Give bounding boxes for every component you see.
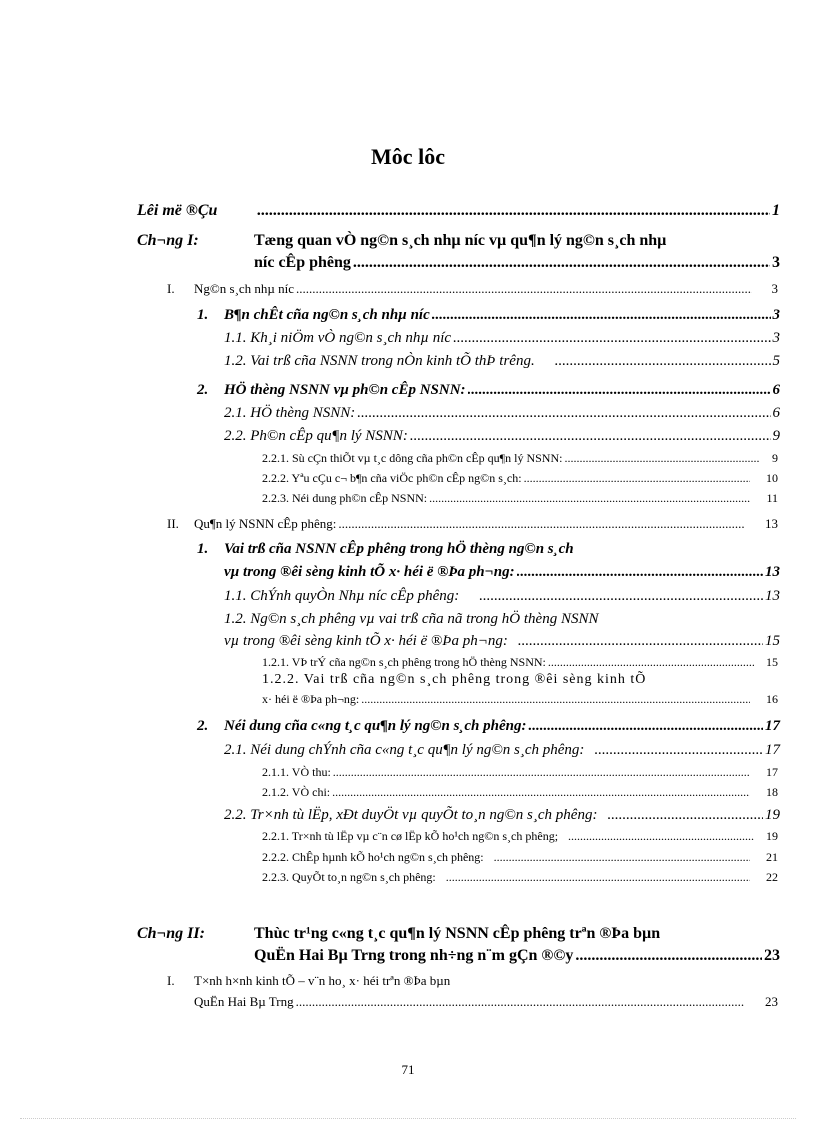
toc-entry[interactable]: 2.1. Néi dung chÝnh cña c«ng t¸c qu¶n lý ng©n s¸ch phêng: ..... 17 [224,742,780,759]
toc-number: 2. [197,382,209,398]
toc-roman: II. [167,516,179,531]
toc-entry[interactable]: 2.2. Tr×nh tù lËp, xÐt duyÖt vµ quyÕt to¸n ng©n s¸ch phêng: ..... 19 [224,807,780,824]
toc-entry-chapter-1[interactable]: Tæng quan vÒ ng©n s¸ch nhµ níc vµ qu¶n lý ng©n s¸ch nhµ [254,232,667,249]
toc-number: 2. [197,718,209,734]
toc-entry[interactable]: Vai trß cña NSNN cÊp phêng trong hÖ thèng ng©n s¸ch [224,541,574,557]
toc-entry[interactable]: 2.1. HÖ thèng NSNN: ..... 6 [224,405,780,422]
toc-entry[interactable]: 2.2.2. ChÊp hµnh kÕ ho¹ch ng©n s¸ch phêng: ..... 21 [262,850,778,865]
toc-entry[interactable]: Néi dung cña c«ng t¸c qu¶n lý ng©n s¸ch phêng: ..... 17 [224,718,780,735]
toc-entry[interactable]: 2.2. Ph©n cÊp qu¶n lý NSNN: ..... 9 [224,428,780,445]
toc-entry[interactable]: 2.2.1. Tr×nh tù lËp vµ c¨n cø lËp kÕ ho¹ch ng©n s¸ch phêng; ..... 19 [262,829,778,844]
toc-entry-preface[interactable] [137,202,780,220]
toc-entry[interactable]: 1.2.1. VÞ trÝ cña ng©n s¸ch phêng trong hÖ thèng NSNN: ..... 15 [262,655,778,670]
toc-roman: I. [167,973,175,988]
toc-entry[interactable]: Qu¶n lý NSNN cÊp phêng: ..... 13 [194,516,778,532]
toc-number: 1. [197,307,209,323]
toc-entry[interactable]: 2.2.3. QuyÕt to¸n ng©n s¸ch phêng: ..... 22 [262,870,778,885]
toc-entry[interactable]: 2.2.2. Yªu cÇu c¬ b¶n cña viÖc ph©n cÊp ng©n s¸ch: ..... 10 [262,471,778,486]
toc-entry[interactable]: 2.1.2. VÒ chi: ..... 18 [262,785,778,800]
toc-page: 3 [772,254,780,271]
toc-entry[interactable]: 1.1. Kh¸i niÖm vÒ ng©n s¸ch nhµ níc ..... 3 [224,330,780,347]
toc-entry-chapter-1-cont[interactable]: níc cÊp phêng ..... 3 [254,254,780,272]
toc-entry[interactable]: 1.2. Vai trß cña NSNN trong nÒn kinh tÕ thÞ trêng. ..... 5 [224,353,780,370]
chapter-label: Ch¬ng I: [137,232,199,249]
toc-entry[interactable]: 1.2. Ng©n s¸ch phêng vµ vai trß cña nã trong hÖ thèng NSNN [224,611,599,627]
toc-entry[interactable]: 2.2.1. Sù cÇn thiÕt vµ t¸c dông cña ph©n cÊp qu¶n lý NSNN: ..... 9 [262,451,778,466]
toc-entry[interactable]: 1.2.2. Vai trß cña ng©n s¸ch phêng trong ®êi sèng kinh tÕ [262,672,647,687]
toc-entry[interactable]: 1.1. ChÝnh quyÒn Nhµ níc cÊp phêng: ..... 13 [224,588,780,605]
toc-entry[interactable]: B¶n chÊt cña ng©n s¸ch nhµ níc ..... 3 [224,307,780,324]
toc-roman: I. [167,281,175,296]
toc-entry[interactable]: 2.2.3. Néi dung ph©n cÊp NSNN: ..... 11 [262,491,778,506]
toc-entry[interactable]: T×nh h×nh kinh tÕ – v¨n ho¸ x· héi trªn ®Þa bµn [194,973,451,988]
toc-entry-cont[interactable]: vµ trong ®êi sèng kinh tÕ x· héi ë ®Þa ph¬ng: ..... 15 [224,633,780,650]
toc-entry-cont[interactable]: QuËn Hai Bµ Trng ..... 23 [194,994,778,1010]
page-number: 71 [401,1062,415,1077]
toc-entry-cont[interactable]: vµ trong ®êi sèng kinh tÕ x· héi ë ®Þa ph¬ng: ..... 13 [224,564,780,581]
toc-page: 1 [772,202,780,219]
toc-entry[interactable]: 2.1.1. VÒ thu: ..... 17 [262,765,778,780]
toc-entry[interactable]: Ng©n s¸ch nhµ níc ..... 3 [194,281,778,297]
toc-entry-chapter-2-cont[interactable]: QuËn Hai Bµ Trng trong nh÷ng n¨m gÇn ®©y ..... 23 [254,947,780,965]
toc-entry-chapter-2[interactable]: Thùc tr¹ng c«ng t¸c qu¶n lý NSNN cÊp phêng trªn ®Þa bµn [254,925,661,942]
toc-number: 1. [197,541,209,557]
toc-entry-cont[interactable]: x· héi ë ®Þa ph¬ng: ..... 16 [262,692,778,707]
page-edge-divider [20,1118,796,1119]
toc-entry[interactable]: HÖ thèng NSNN vµ ph©n cÊp NSNN: ..... 6 [224,382,780,399]
toc-label: Lêi më ®Çu [137,202,218,219]
chapter-label: Ch¬ng II: [137,925,205,942]
page-title: Môc lôc [371,144,445,169]
